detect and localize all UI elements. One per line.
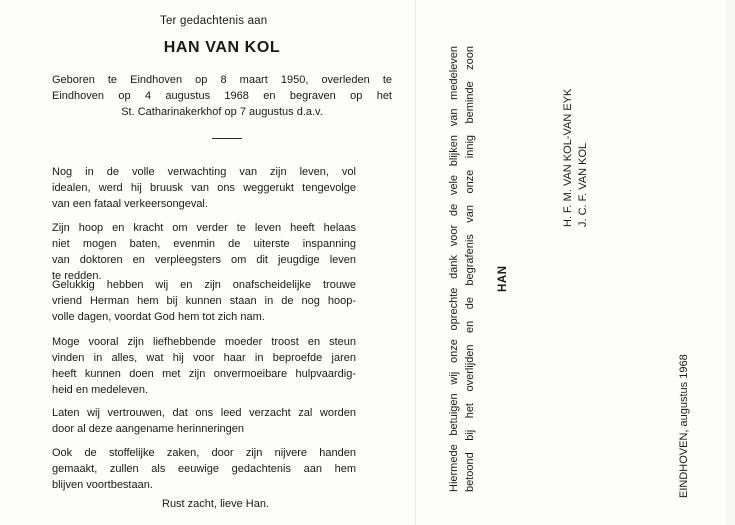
paragraph — [52, 445, 356, 493]
paragraph-line: gemaakt, zullen als eeuwige gedachtenis aan hem — [52, 463, 356, 475]
fold-line — [415, 0, 416, 525]
birth-death-info — [52, 72, 392, 120]
paragraph — [52, 334, 356, 398]
paragraph-line: Laten wij vertrouwen, dat ons leed verzacht zal worden — [52, 407, 356, 419]
birth-line: St. Catharinakerkhof op 7 augustus d.a.v. — [121, 106, 323, 118]
paragraph-line: heid en medeleven. — [52, 384, 149, 396]
birth-line: Eindhoven op 4 augustus 1968 en begraven op het — [52, 90, 392, 102]
paragraph-line: heeft kunnen doen met zijn onvermoeibare hulpvaardig- — [52, 368, 356, 380]
birth-line: Geboren te Eindhoven op 8 maart 1950, overleden te — [52, 74, 392, 86]
intro-text: Ter gedachtenis aan — [160, 15, 268, 27]
paragraph — [52, 164, 356, 212]
paragraph-line: idealen, werd hij bruusk van ons weggerukt tengevolge — [52, 182, 356, 194]
paragraph-line: volle dagen, voordat God hem tot zich nam. — [52, 311, 265, 323]
paragraph — [52, 277, 356, 325]
parent-name: J. C. F. VAN KOL — [577, 142, 589, 227]
place-date: EINDHOVEN, augustus 1968 — [678, 354, 690, 498]
paragraph-line: Nog in de volle verwachting van zijn leven, vol — [52, 166, 356, 178]
paragraph-line: van een fataal verkeersongeval. — [52, 198, 208, 210]
paragraph — [52, 405, 356, 437]
card-edge — [726, 0, 735, 525]
paragraph-line: Zijn hoop en kracht om verder te leven heeft helaas — [52, 222, 356, 234]
paragraph-line: Ook de stoffelijke zaken, door zijn nijvere handen — [52, 447, 356, 459]
paragraph — [52, 220, 356, 284]
paragraph-line: vinden in alles, wat hij voor haar in beproefde jaren — [52, 352, 356, 364]
paragraph-line: van doktoren en verpleegsters om dit jeugdige leven — [52, 254, 356, 266]
son-name: HAN — [497, 265, 509, 292]
divider — [212, 138, 242, 139]
paragraph-line: niet mogen baten, evenmin de uiterste inspanning — [52, 238, 356, 250]
paragraph-line: blijven voortbestaan. — [52, 479, 153, 491]
closing-text: Rust zacht, lieve Han. — [162, 498, 269, 510]
thanks-line: betoond bij het overlijden en de begrafenis van onze innig beminde zoon — [464, 46, 476, 492]
paragraph-line: door al deze aangename herinneringen — [52, 423, 245, 435]
paragraph-line: vriend Herman hem bij kunnen staan in de nog hoop- — [52, 295, 356, 307]
parent-name: H. F. M. VAN KOL-VAN EYK — [562, 88, 574, 227]
thanks-line: Hiermede betuigen wij onze oprechte dank voor de vele blijken van medeleven — [448, 46, 460, 492]
deceased-name: HAN VAN KOL — [163, 39, 281, 56]
paragraph-line: Gelukkig hebben wij en zijn onafscheidelijke trouwe — [52, 279, 356, 291]
paragraph-line: Moge vooral zijn liefhebbende moeder troost en steun — [52, 336, 356, 348]
paragraph-line: te redden. — [52, 270, 102, 282]
